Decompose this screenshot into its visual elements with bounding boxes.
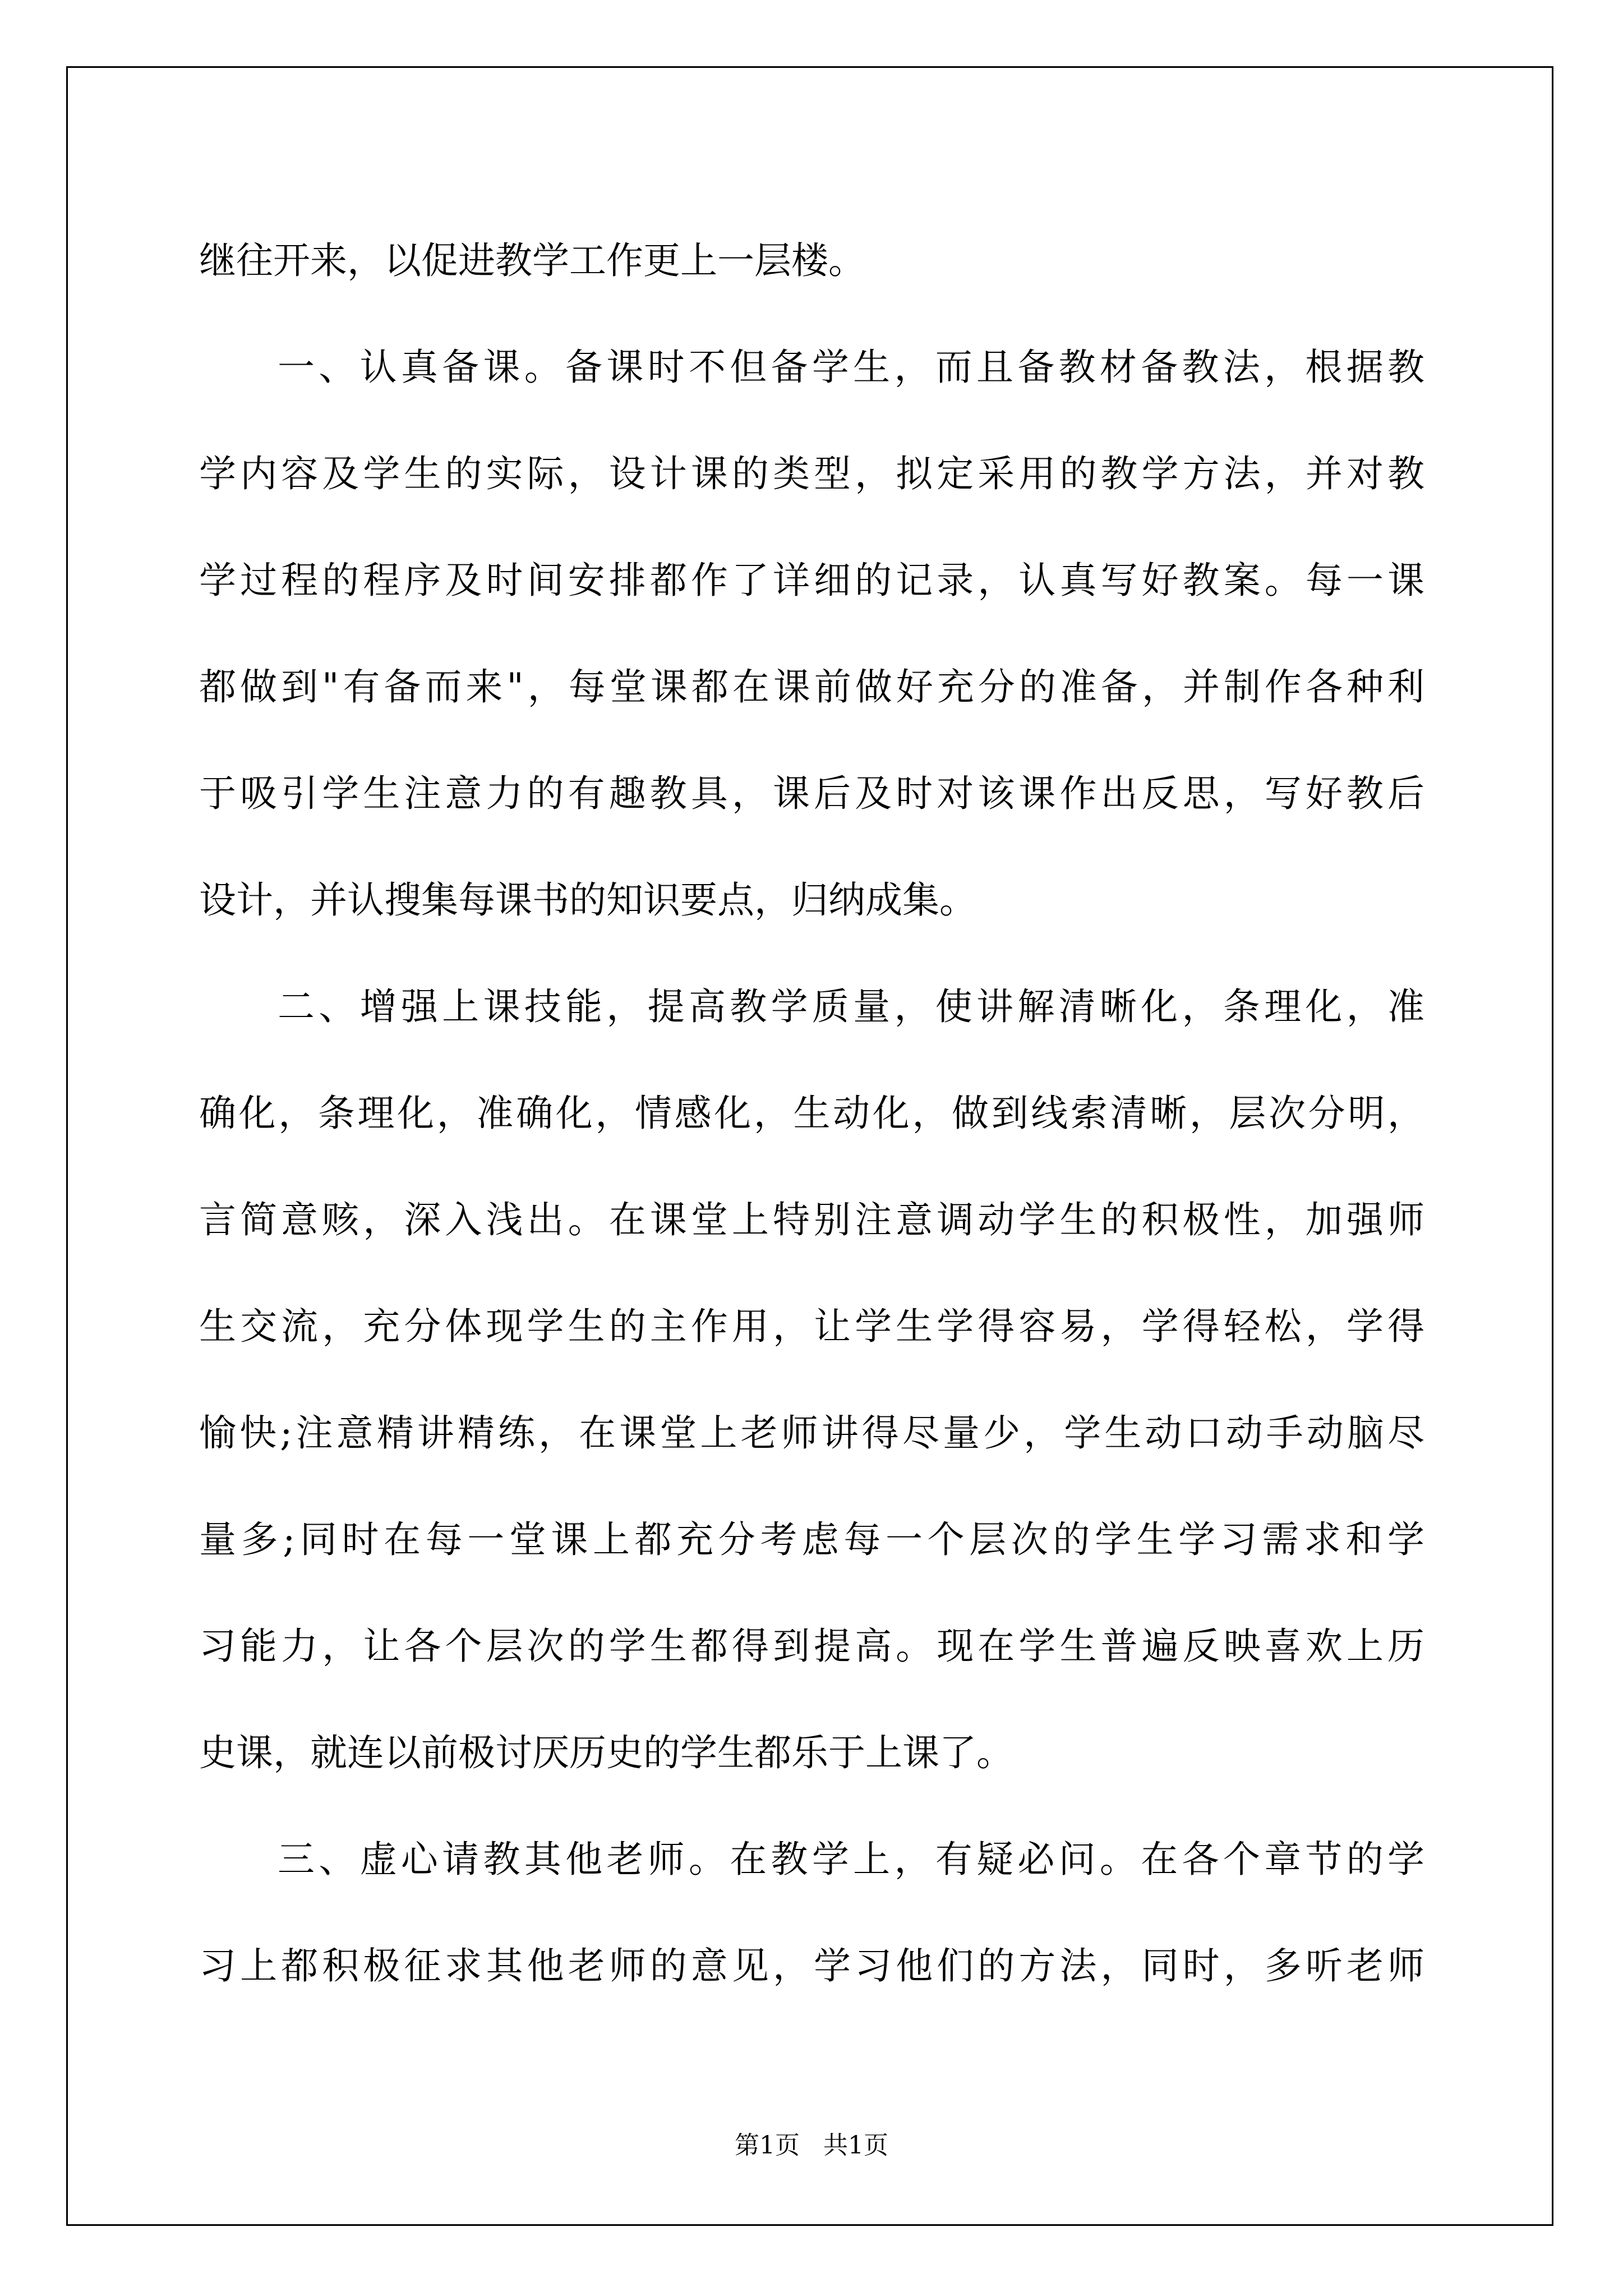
document-body — [199, 208, 1424, 2019]
text-line: 生交流，充分体现学生的主作用，让学生学得容易，学得轻松，学得 — [199, 1305, 1424, 1348]
text-line: 量多;同时在每一堂课上都充分考虑每一个层次的学生学习需求和学 — [199, 1518, 1424, 1561]
text-line: 都做到"有备而来"，每堂课都在课前做好充分的准备，并制作各种利 — [199, 665, 1424, 708]
text-line: 继往开来，以促进教学工作更上一层楼。 — [199, 239, 865, 282]
page-footer: 第1页 共1页 — [735, 2131, 888, 2160]
paragraph-1-line: 一、认真备课。备课时不但备学生，而且备教材备教法，根据教 — [278, 346, 1424, 389]
text-line: 愉快;注意精讲精练，在课堂上老师讲得尽量少，学生动口动手动脑尽 — [199, 1411, 1424, 1455]
paragraph-2-line: 二、增强上课技能，提高教学质量，使讲解清晰化，条理化，准 — [278, 985, 1424, 1028]
text-line: 言简意赅，深入浅出。在课堂上特别注意调动学生的积极性，加强师 — [199, 1198, 1424, 1241]
text-line: 确化，条理化，准确化，情感化，生动化，做到线索清晰，层次分明， — [199, 1092, 1424, 1135]
text-line: 习上都积极征求其他老师的意见，学习他们的方法，同时，多听老师 — [199, 1944, 1424, 1987]
text-line: 学内容及学生的实际，设计课的类型，拟定采用的教学方法，并对教 — [199, 452, 1424, 495]
paragraph-3-line: 三、虚心请教其他老师。在教学上，有疑必问。在各个章节的学 — [278, 1838, 1424, 1881]
text-line: 习能力，让各个层次的学生都得到提高。现在学生普遍反映喜欢上历 — [199, 1625, 1424, 1668]
text-line: 于吸引学生注意力的有趣教具，课后及时对该课作出反思，写好教后 — [199, 772, 1424, 815]
text-line: 设计，并认搜集每课书的知识要点，归纳成集。 — [199, 878, 976, 922]
text-line: 史课，就连以前极讨厌历史的学生都乐于上课了。 — [199, 1731, 1013, 1774]
text-line: 学过程的程序及时间安排都作了详细的记录，认真写好教案。每一课 — [199, 559, 1424, 602]
